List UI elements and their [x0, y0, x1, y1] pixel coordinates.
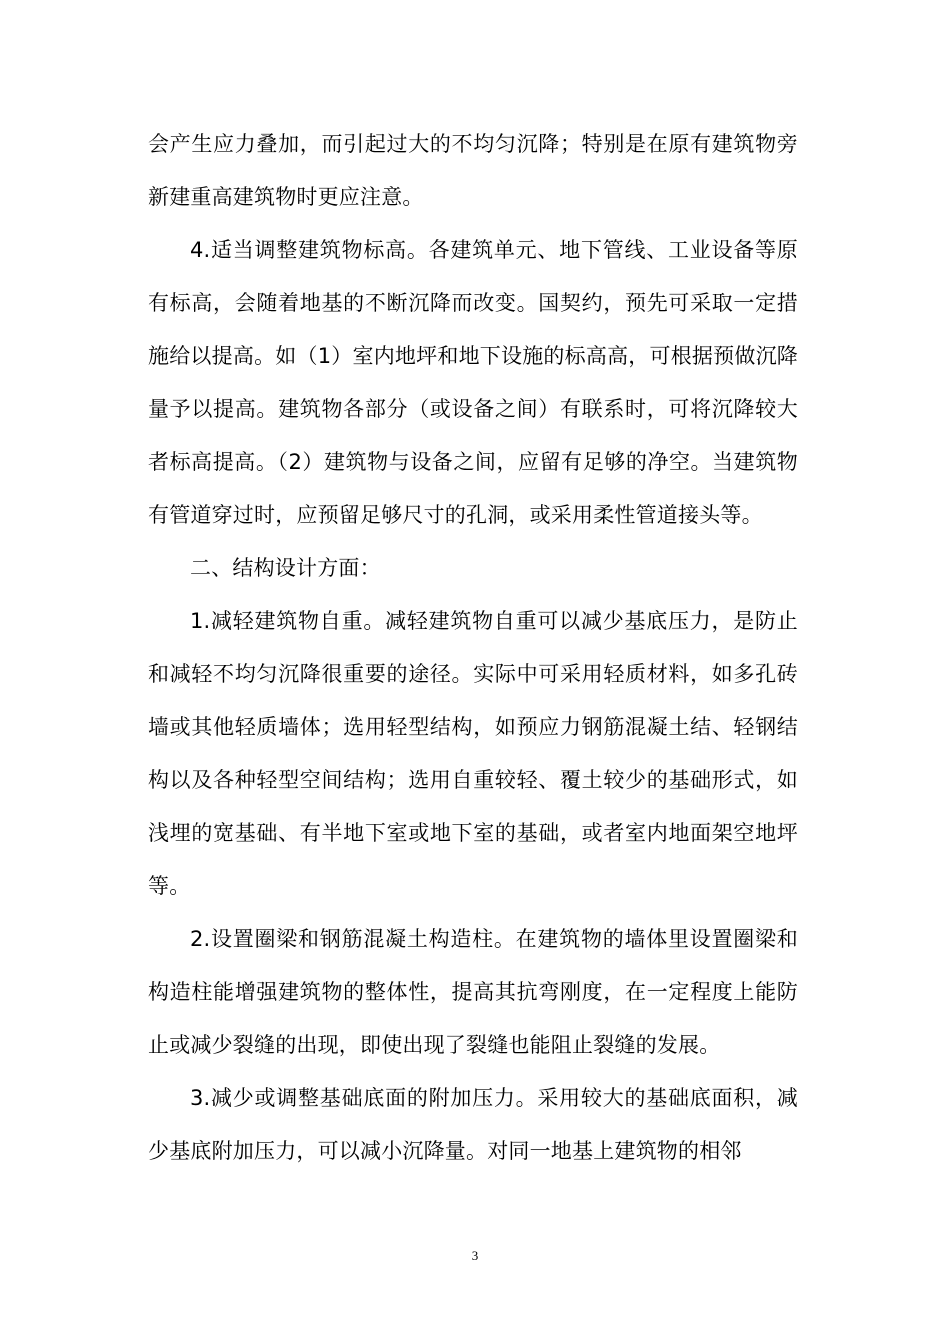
paragraph-ring-beams: 2.设置圈梁和钢筋混凝土构造柱。在建筑物的墙体里设置圈梁和构造柱能增强建筑物的整体性，提高其抗弯刚度，在一定程度上能防止或减少裂缝的出现，即使出现了裂缝也能阻止裂缝的发展。 — [148, 927, 798, 1057]
paragraph-continuation: 会产生应力叠加，而引起过大的不均匀沉降；特别是在原有建筑物旁新建重高建筑物时更应注意。 — [148, 132, 798, 209]
section-heading-structural-design: 二、结构设计方面： — [190, 556, 381, 580]
page-number: 3 — [471, 1248, 479, 1263]
paragraph-foundation-pressure: 3.减少或调整基础底面的附加压力。采用较大的基础底面积，减少基底附加压力，可以减小沉降量。对同一地基上建筑物的相邻 — [148, 1086, 798, 1163]
paragraph-adjust-elevation: 4.适当调整建筑物标高。各建筑单元、地下管线、工业设备等原有标高，会随着地基的不断沉降而改变。国契约，预先可采取一定措施给以提高。如（1）室内地坪和地下设施的标高高，可根据预做沉降量予以提高。建筑物各部分（或设备之间）有联系时，可将沉降较大者标高提高。（2）建筑物与设备之间，应留有足够的净空。当建筑物有管道穿过时，应预留足够尺寸的孔洞，或采用柔性管道接头等。 — [148, 238, 798, 527]
paragraph-reduce-self-weight: 1.减轻建筑物自重。减轻建筑物自重可以减少基底压力，是防止和减轻不均匀沉降很重要的途径。实际中可采用轻质材料，如多孔砖墙或其他轻质墙体；选用轻型结构，如预应力钢筋混凝土结、轻钢结构以及各种轻型空间结构；选用自重较轻、覆土较少的基础形式，如浅埋的宽基础、有半地下室或地下室的基础，或者室内地面架空地坪等。 — [148, 609, 798, 898]
document-body — [148, 118, 798, 1178]
